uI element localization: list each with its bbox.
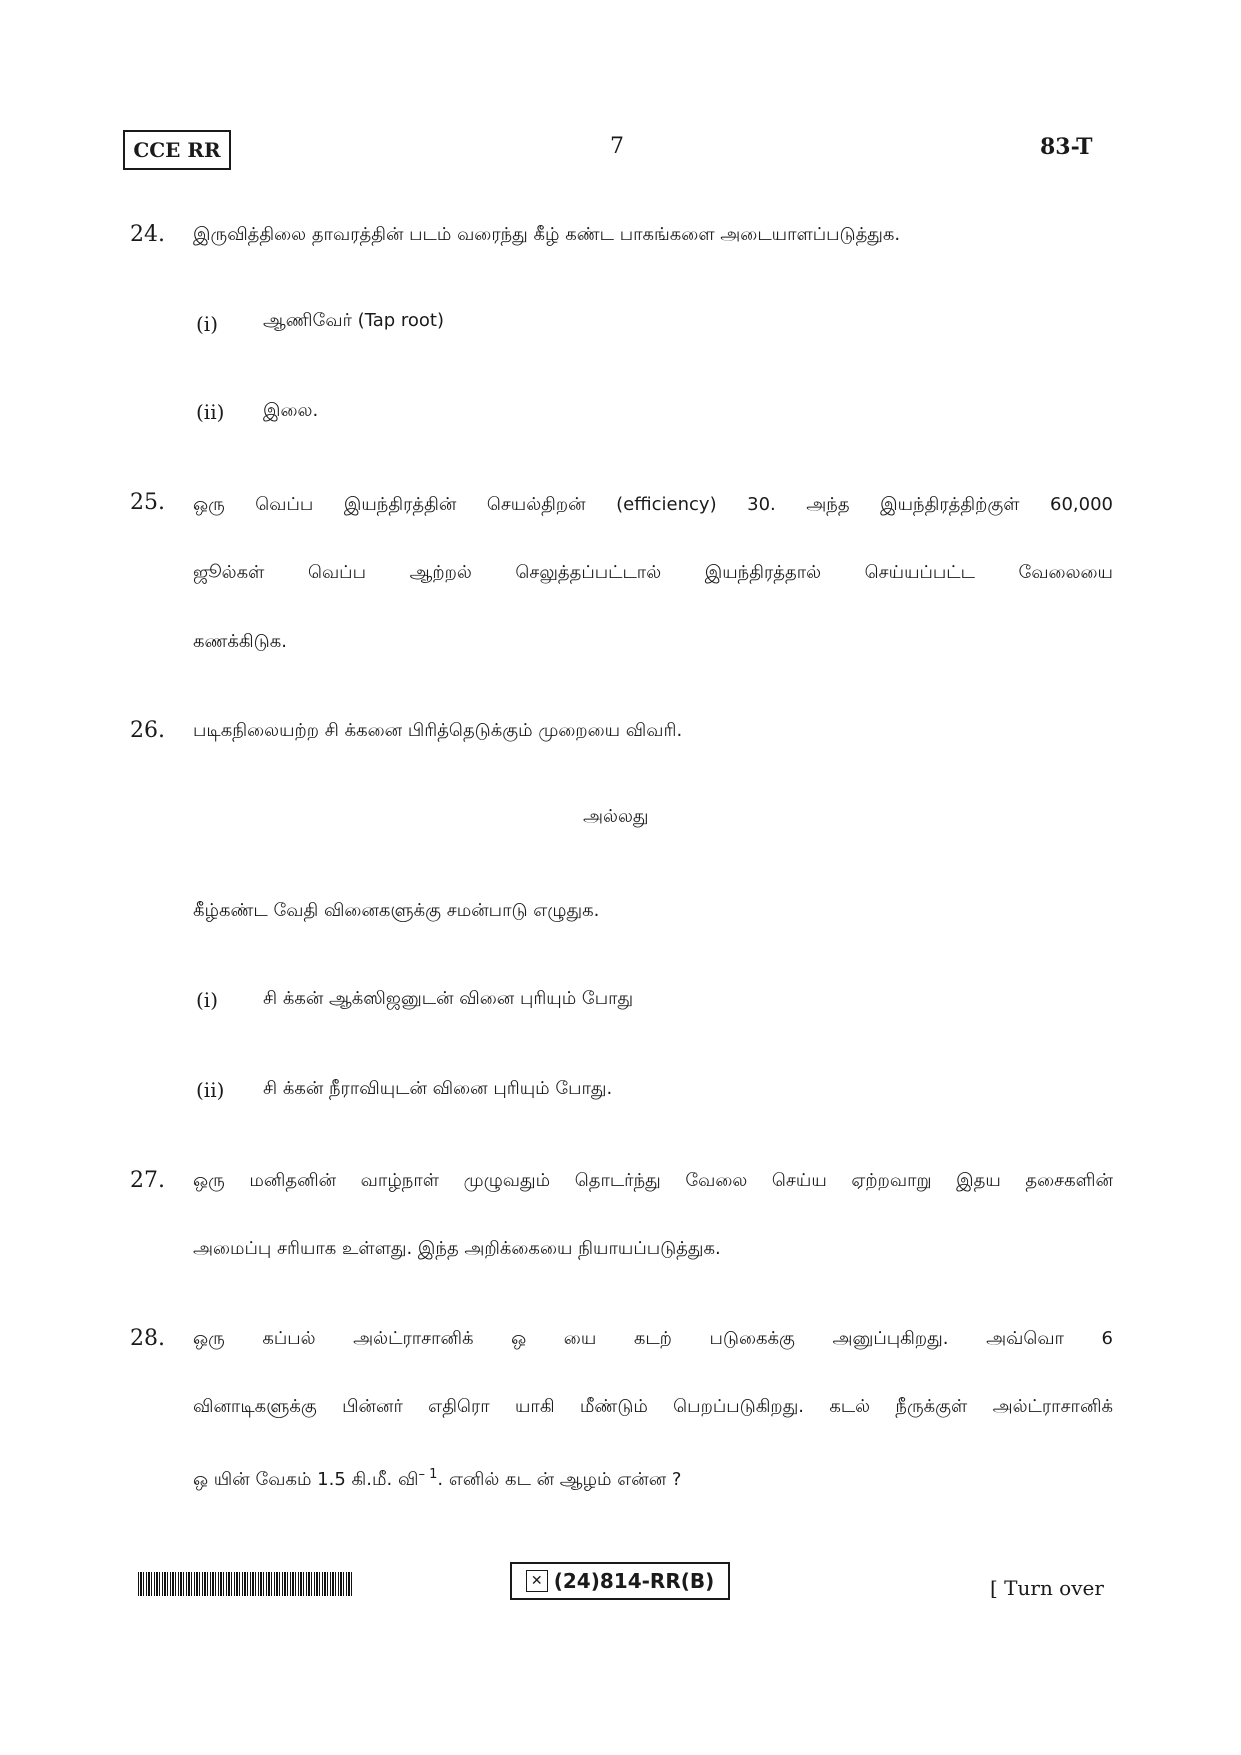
q24-text: இருவித்திலை தாவரத்தின் படம் வரைந்து கீழ் கண்ட பாகங்களை அடையாளப்படுத்துக. (193, 224, 901, 245)
q26-number: 26. (130, 718, 165, 743)
q27-number: 27. (130, 1168, 165, 1193)
q26-part-text: சி க்கன் நீராவியுடன் வினை புரியும் போது. (263, 1078, 613, 1099)
q28-line: ஒரு கப்பல் அல்ட்ராசானிக் ஒ யை கடற் படுகைக்கு அனுப்புகிறது. அவ்வொ 6 (193, 1328, 1113, 1349)
q28-line3-pre: ஒ யின் வேகம் 1.5 கி.மீ. வி (193, 1469, 419, 1490)
q25-line: ஜூல்கள் வெப்ப ஆற்றல் செலுத்தப்பட்டால் இயந்திரத்தால் செய்யப்பட்ட வேலையை (193, 562, 1113, 583)
q28-line (193, 1460, 1113, 1495)
footer-code-text: (24)814-RR(B) (553, 1569, 715, 1593)
q28-number: 28. (130, 1326, 165, 1351)
q26-part-label: (ii) (196, 1078, 225, 1102)
q26-part-label: (i) (196, 988, 219, 1012)
q28-line3-post: . எனில் கட ன் ஆழம் என்ன ? (437, 1469, 682, 1490)
q28-line: வினாடிகளுக்கு பின்னர் எதிரொ யாகி மீண்டும் பெறப்படுகிறது. கடல் நீருக்குள் அல்ட்ராசானிக் (193, 1396, 1113, 1417)
q24-part-text (263, 310, 444, 333)
footer-code-box (510, 1562, 730, 1600)
page-number: 7 (610, 134, 624, 159)
q26-or-divider: அல்லது (583, 806, 649, 827)
q27-line: ஒரு மனிதனின் வாழ்நாள் முழுவதும் தொடர்ந்து வேலை செய்ய ஏற்றவாறு இதய தசைகளின் (193, 1170, 1113, 1191)
q25-line: ஒரு வெப்ப இயந்திரத்தின் செயல்திறன் (efficiency) 30. அந்த இயந்திரத்திற்குள் 60,000 (193, 494, 1113, 515)
q25-number: 25. (130, 490, 165, 515)
q26-part-text: சி க்கன் ஆக்ஸிஜனுடன் வினை புரியும் போது (263, 988, 634, 1009)
q28-superscript: – 1 (418, 1467, 438, 1482)
header-code-box: CCE RR (123, 130, 231, 170)
turn-over-note: [ Turn over (990, 1576, 1104, 1600)
q25-line: கணக்கிடுக. (193, 631, 287, 652)
q24-number: 24. (130, 222, 165, 247)
q26-text: படிகநிலையற்ற சி க்கனை பிரித்தெடுக்கும் முறையை விவரி. (193, 720, 683, 741)
paper-code: 83-T (1040, 134, 1093, 160)
q24-part-label: (ii) (196, 400, 225, 424)
q24-part-label: (i) (196, 312, 219, 336)
q24-part-text: இலை. (263, 400, 319, 421)
q26-alt-text: கீழ்கண்ட வேதி வினைகளுக்கு சமன்பாடு எழுதுக. (193, 900, 600, 921)
barcode (138, 1572, 354, 1596)
q27-line: அமைப்பு சரியாக உள்ளது. இந்த அறிக்கையை நியாயப்படுத்துக. (193, 1238, 721, 1259)
q24-part-i-text: ஆணிவேர் (Tap root) (263, 310, 444, 331)
cross-box-icon: ✕ (526, 1570, 548, 1592)
